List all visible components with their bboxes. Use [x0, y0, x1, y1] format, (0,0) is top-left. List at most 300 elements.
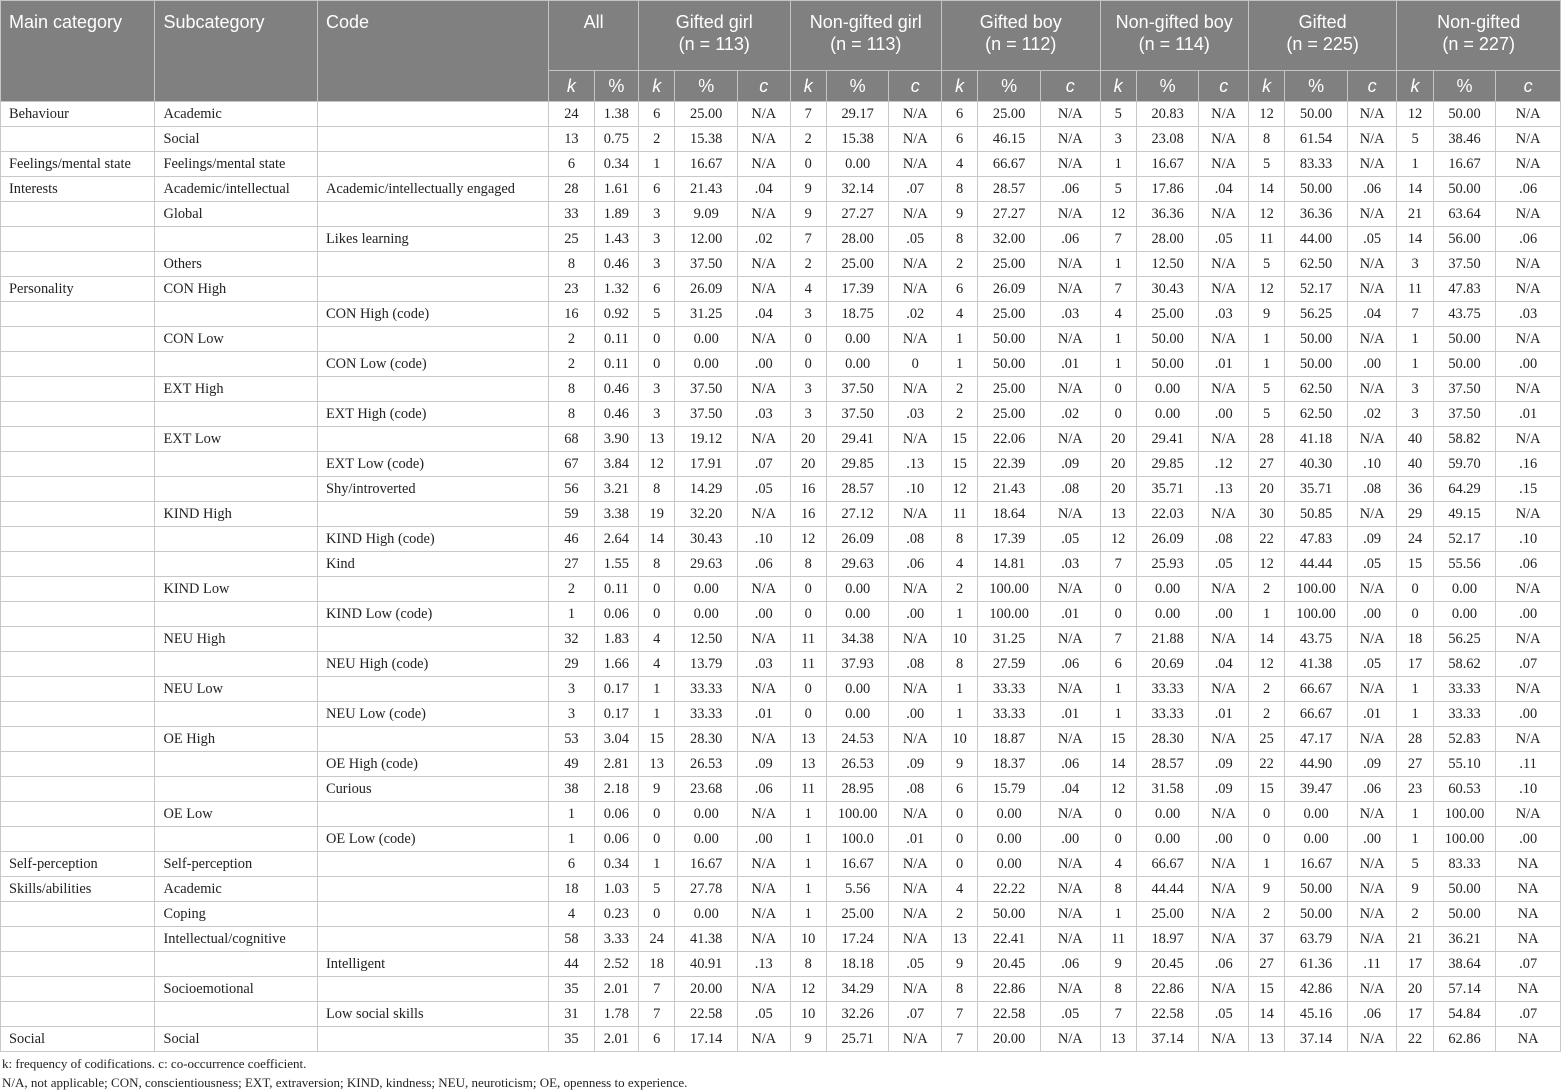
- cell-value: N/A: [1040, 277, 1100, 302]
- cell-value: 21.43: [978, 477, 1041, 502]
- cell-value: 1: [941, 327, 977, 352]
- cell-value: 15.79: [978, 777, 1041, 802]
- cell-subcategory: KIND Low: [155, 577, 318, 602]
- cell-value: N/A: [738, 977, 791, 1002]
- cell-value: 16.67: [1433, 152, 1496, 177]
- cell-value: 38: [549, 777, 594, 802]
- cell-value: N/A: [1199, 577, 1249, 602]
- cell-value: 1.61: [594, 177, 638, 202]
- cell-value: 30.43: [675, 527, 738, 552]
- cell-code: [318, 427, 549, 452]
- cell-value: N/A: [738, 902, 791, 927]
- cell-value: 9: [1397, 877, 1433, 902]
- cell-main-category: [1, 827, 155, 852]
- cell-value: 13: [639, 427, 675, 452]
- cell-value: 8: [639, 477, 675, 502]
- cell-value: 18: [1397, 627, 1433, 652]
- cell-value: 66.67: [1285, 677, 1348, 702]
- cell-value: 25.00: [1136, 902, 1199, 927]
- cell-value: N/A: [1347, 1027, 1397, 1052]
- cell-value: .05: [738, 477, 791, 502]
- cell-value: 0.75: [594, 127, 638, 152]
- cell-value: 13: [1248, 1027, 1284, 1052]
- cell-subcategory: [155, 527, 318, 552]
- group-n: (n = 225): [1286, 34, 1359, 54]
- cell-value: 62.50: [1285, 402, 1348, 427]
- cell-value: 2: [549, 327, 594, 352]
- cell-value: 7: [1100, 627, 1136, 652]
- cell-value: 36.21: [1433, 927, 1496, 952]
- table-row: [1, 952, 1561, 977]
- cell-main-category: [1, 552, 155, 577]
- cell-code: [318, 152, 549, 177]
- cell-value: 29: [549, 652, 594, 677]
- cell-main-category: [1, 702, 155, 727]
- cell-value: N/A: [1040, 927, 1100, 952]
- cell-code: CON Low (code): [318, 352, 549, 377]
- cell-value: 22.58: [675, 1002, 738, 1027]
- cell-value: N/A: [1199, 627, 1249, 652]
- cell-value: 33: [549, 202, 594, 227]
- cell-main-category: [1, 602, 155, 627]
- cell-value: 0: [941, 852, 977, 877]
- header-group-gifted-girl: [639, 1, 790, 71]
- cell-value: 50.00: [1285, 877, 1348, 902]
- cell-subcategory: Feelings/mental state: [155, 152, 318, 177]
- cell-value: 0.06: [594, 827, 638, 852]
- cell-value: 21.43: [675, 177, 738, 202]
- cell-value: N/A: [889, 377, 942, 402]
- cell-value: N/A: [1347, 152, 1397, 177]
- cell-value: 8: [1248, 127, 1284, 152]
- cell-value: N/A: [1199, 377, 1249, 402]
- cell-value: .06: [1347, 1002, 1397, 1027]
- cell-value: 39.47: [1285, 777, 1348, 802]
- cell-value: 1: [941, 702, 977, 727]
- cell-value: .01: [1199, 702, 1249, 727]
- cell-value: 0.00: [826, 677, 889, 702]
- cell-value: 0.00: [675, 802, 738, 827]
- table-row: [1, 202, 1561, 227]
- cell-value: 26.09: [675, 277, 738, 302]
- cell-value: .00: [738, 602, 791, 627]
- cell-value: 26.09: [826, 527, 889, 552]
- cell-value: 32.26: [826, 1002, 889, 1027]
- cell-value: 54.84: [1433, 1002, 1496, 1027]
- cell-code: [318, 727, 549, 752]
- cell-value: 53: [549, 727, 594, 752]
- cell-value: .01: [1496, 402, 1561, 427]
- cell-value: N/A: [738, 152, 791, 177]
- cell-value: 27.78: [675, 877, 738, 902]
- cell-value: 3: [1397, 252, 1433, 277]
- table-row: [1, 152, 1561, 177]
- cell-value: .00: [738, 352, 791, 377]
- cell-subcategory: NEU High: [155, 627, 318, 652]
- cell-value: 3: [549, 677, 594, 702]
- cell-value: N/A: [889, 277, 942, 302]
- cell-value: 10: [941, 627, 977, 652]
- cell-value: N/A: [1496, 802, 1561, 827]
- cell-code: NEU High (code): [318, 652, 549, 677]
- cell-value: N/A: [738, 727, 791, 752]
- cell-value: 50.00: [1285, 177, 1348, 202]
- cell-value: 0: [639, 327, 675, 352]
- cell-value: 0.00: [826, 577, 889, 602]
- cell-value: N/A: [1199, 152, 1249, 177]
- cell-main-category: [1, 977, 155, 1002]
- cell-value: 37.50: [1433, 252, 1496, 277]
- cell-value: .00: [1496, 702, 1561, 727]
- cell-value: 0.00: [826, 602, 889, 627]
- cell-value: 1: [1100, 352, 1136, 377]
- header-stat-c: c: [889, 71, 942, 102]
- cell-value: N/A: [1040, 727, 1100, 752]
- cell-value: 27: [1248, 952, 1284, 977]
- cell-value: .10: [1496, 527, 1561, 552]
- cell-value: 0: [1100, 402, 1136, 427]
- cell-value: 4: [549, 902, 594, 927]
- cell-value: N/A: [1496, 502, 1561, 527]
- cell-value: 0.00: [675, 327, 738, 352]
- cell-value: N/A: [889, 1027, 942, 1052]
- table-row: [1, 977, 1561, 1002]
- cell-value: 44.44: [1136, 877, 1199, 902]
- cell-value: N/A: [1347, 327, 1397, 352]
- cell-value: 43.75: [1285, 627, 1348, 652]
- cell-value: 0: [1248, 827, 1284, 852]
- header-stat-c: c: [1347, 71, 1397, 102]
- cell-value: 0: [1100, 802, 1136, 827]
- cell-code: CON High (code): [318, 302, 549, 327]
- cell-value: .06: [738, 777, 791, 802]
- table-row: [1, 627, 1561, 652]
- cell-value: .04: [738, 177, 791, 202]
- cell-value: 16.67: [1285, 852, 1348, 877]
- cell-value: .04: [738, 302, 791, 327]
- cell-value: N/A: [1199, 877, 1249, 902]
- cell-value: 1: [1100, 252, 1136, 277]
- cell-value: 27.27: [826, 202, 889, 227]
- cell-value: 28.00: [1136, 227, 1199, 252]
- cell-value: 11: [790, 627, 826, 652]
- cell-value: .01: [738, 702, 791, 727]
- table-row: [1, 477, 1561, 502]
- cell-code: Low social skills: [318, 1002, 549, 1027]
- cell-value: 31.25: [675, 302, 738, 327]
- cell-subcategory: Coping: [155, 902, 318, 927]
- cell-value: 26.53: [826, 752, 889, 777]
- cell-value: 36.36: [1285, 202, 1348, 227]
- cell-subcategory: [155, 552, 318, 577]
- cell-value: N/A: [738, 127, 791, 152]
- table-row: [1, 452, 1561, 477]
- header-stat-k: k: [549, 71, 594, 102]
- cell-value: .06: [1040, 652, 1100, 677]
- cell-value: 42.86: [1285, 977, 1348, 1002]
- cell-subcategory: [155, 302, 318, 327]
- cell-value: N/A: [1199, 677, 1249, 702]
- cell-value: 14: [1248, 177, 1284, 202]
- cell-value: .06: [1040, 227, 1100, 252]
- cell-value: 28.57: [978, 177, 1041, 202]
- cell-value: 0.00: [826, 352, 889, 377]
- cell-value: 17: [1397, 952, 1433, 977]
- cell-value: 41.38: [1285, 652, 1348, 677]
- cell-value: .09: [889, 752, 942, 777]
- cell-value: .07: [738, 452, 791, 477]
- cell-value: 1: [941, 352, 977, 377]
- cell-subcategory: Social: [155, 127, 318, 152]
- cell-value: 1: [1100, 902, 1136, 927]
- group-n: (n = 114): [1138, 34, 1210, 54]
- cell-value: 12: [941, 477, 977, 502]
- cell-value: 0: [639, 352, 675, 377]
- cell-main-category: [1, 302, 155, 327]
- cell-value: .09: [1040, 452, 1100, 477]
- cell-value: 12: [790, 527, 826, 552]
- cell-main-category: [1, 202, 155, 227]
- cell-value: 8: [1100, 877, 1136, 902]
- cell-value: 50.00: [1285, 352, 1348, 377]
- cell-code: [318, 1027, 549, 1052]
- cell-value: N/A: [889, 427, 942, 452]
- cell-subcategory: CON High: [155, 277, 318, 302]
- cell-value: 43.75: [1433, 302, 1496, 327]
- cell-value: .12: [1199, 452, 1249, 477]
- cell-value: .03: [738, 652, 791, 677]
- cell-value: 50.00: [1433, 177, 1496, 202]
- cell-value: 21.88: [1136, 627, 1199, 652]
- cell-value: .09: [1199, 752, 1249, 777]
- cell-value: N/A: [1040, 427, 1100, 452]
- header-group-non-gifted-boy: [1100, 1, 1248, 71]
- cell-value: 7: [1100, 1002, 1136, 1027]
- cell-value: 8: [790, 952, 826, 977]
- cell-value: 20.00: [675, 977, 738, 1002]
- cell-value: 37.14: [1285, 1027, 1348, 1052]
- cell-value: NA: [1496, 852, 1561, 877]
- cell-value: .06: [1040, 752, 1100, 777]
- cell-value: .06: [889, 552, 942, 577]
- header-stat-k: k: [1100, 71, 1136, 102]
- cell-value: 35: [549, 1027, 594, 1052]
- cell-value: 20: [1100, 477, 1136, 502]
- table-row: [1, 177, 1561, 202]
- cell-value: 9: [941, 952, 977, 977]
- cell-value: .00: [1199, 602, 1249, 627]
- cell-value: .00: [1040, 827, 1100, 852]
- cell-subcategory: [155, 602, 318, 627]
- cell-value: .00: [1347, 602, 1397, 627]
- cell-value: .10: [1347, 452, 1397, 477]
- header-stat-c: c: [1199, 71, 1249, 102]
- cell-value: 6: [941, 127, 977, 152]
- cell-value: 22.06: [978, 427, 1041, 452]
- cell-value: 16: [790, 477, 826, 502]
- header-group-non-gifted: [1397, 1, 1561, 71]
- cell-value: 17.24: [826, 927, 889, 952]
- cell-value: 38.46: [1433, 127, 1496, 152]
- cell-value: 36.36: [1136, 202, 1199, 227]
- cell-value: .00: [1347, 827, 1397, 852]
- cell-code: [318, 252, 549, 277]
- cell-subcategory: Intellectual/cognitive: [155, 927, 318, 952]
- cell-value: N/A: [1040, 502, 1100, 527]
- cell-value: .05: [889, 952, 942, 977]
- footnote-abbrev-k-c: k: frequency of codifications. c: co-occurrence coefficient.: [2, 1056, 307, 1071]
- cell-value: 8: [1100, 977, 1136, 1002]
- cell-value: 41.38: [675, 927, 738, 952]
- cell-value: 59: [549, 502, 594, 527]
- cell-value: 0: [790, 577, 826, 602]
- cell-value: 20: [1100, 452, 1136, 477]
- cell-value: 1: [790, 852, 826, 877]
- cell-value: 2.64: [594, 527, 638, 552]
- cell-value: 19: [639, 502, 675, 527]
- cell-value: 5: [1100, 102, 1136, 127]
- cell-value: 5.56: [826, 877, 889, 902]
- cell-value: 34.29: [826, 977, 889, 1002]
- cell-value: 9: [790, 1027, 826, 1052]
- cell-value: 0.00: [1136, 577, 1199, 602]
- cell-subcategory: EXT High: [155, 377, 318, 402]
- cell-value: 9: [1248, 302, 1284, 327]
- table-row: [1, 802, 1561, 827]
- cell-value: .05: [1347, 552, 1397, 577]
- cell-value: 32.14: [826, 177, 889, 202]
- cell-value: 17.39: [978, 527, 1041, 552]
- cell-value: 0: [790, 677, 826, 702]
- cell-value: N/A: [1040, 802, 1100, 827]
- cell-main-category: [1, 802, 155, 827]
- cell-value: 8: [941, 652, 977, 677]
- cell-value: N/A: [1347, 377, 1397, 402]
- cell-value: 1: [1397, 677, 1433, 702]
- cell-value: .03: [1496, 302, 1561, 327]
- cell-value: 22.39: [978, 452, 1041, 477]
- cell-value: N/A: [1347, 877, 1397, 902]
- cell-value: .07: [889, 1002, 942, 1027]
- cell-value: 10: [790, 1002, 826, 1027]
- cell-value: 13: [790, 752, 826, 777]
- cell-value: 37.50: [826, 402, 889, 427]
- cell-value: N/A: [1199, 102, 1249, 127]
- cell-value: 28.30: [1136, 727, 1199, 752]
- cell-value: .07: [1496, 652, 1561, 677]
- cell-value: N/A: [1347, 127, 1397, 152]
- cell-value: 22: [1248, 752, 1284, 777]
- cell-code: [318, 627, 549, 652]
- cell-value: 31: [549, 1002, 594, 1027]
- cell-value: 50.00: [978, 327, 1041, 352]
- cell-value: 0: [790, 327, 826, 352]
- cell-value: 44: [549, 952, 594, 977]
- cell-value: NA: [1496, 902, 1561, 927]
- cell-value: 6: [549, 152, 594, 177]
- cell-value: .08: [1199, 527, 1249, 552]
- cell-value: 22.03: [1136, 502, 1199, 527]
- cell-value: 3: [549, 702, 594, 727]
- cell-main-category: Interests: [1, 177, 155, 202]
- cell-main-category: [1, 127, 155, 152]
- cell-value: 22.86: [978, 977, 1041, 1002]
- cell-value: N/A: [1496, 277, 1561, 302]
- cell-value: 0.00: [675, 352, 738, 377]
- cell-value: 1: [549, 802, 594, 827]
- cell-value: 47.83: [1285, 527, 1348, 552]
- cell-value: .06: [1347, 177, 1397, 202]
- cell-value: .00: [1496, 602, 1561, 627]
- cell-value: 56.25: [1285, 302, 1348, 327]
- header-stat-k: k: [790, 71, 826, 102]
- cell-value: 0.00: [1136, 827, 1199, 852]
- cell-value: 2: [1248, 577, 1284, 602]
- cell-value: .13: [738, 952, 791, 977]
- cell-value: .05: [1040, 527, 1100, 552]
- header-stat-pct: %: [675, 71, 738, 102]
- header-group-gifted: [1248, 1, 1396, 71]
- table-row: [1, 527, 1561, 552]
- cell-value: N/A: [738, 877, 791, 902]
- cell-value: 3: [639, 227, 675, 252]
- cell-value: N/A: [1347, 277, 1397, 302]
- cell-value: N/A: [1347, 977, 1397, 1002]
- cell-value: N/A: [738, 102, 791, 127]
- cell-value: 44.00: [1285, 227, 1348, 252]
- cell-value: 0.06: [594, 802, 638, 827]
- cell-value: 33.33: [978, 677, 1041, 702]
- cell-value: 1: [549, 602, 594, 627]
- cell-value: .06: [1347, 777, 1397, 802]
- cell-value: 20.83: [1136, 102, 1199, 127]
- cell-value: .15: [1496, 477, 1561, 502]
- cell-value: 47.17: [1285, 727, 1348, 752]
- cell-subcategory: Social: [155, 1027, 318, 1052]
- cell-value: N/A: [1040, 127, 1100, 152]
- cell-value: 100.00: [1433, 802, 1496, 827]
- cell-value: 3: [1397, 402, 1433, 427]
- cell-value: 15: [1248, 777, 1284, 802]
- cell-value: 6: [639, 277, 675, 302]
- cell-value: 33.33: [1433, 702, 1496, 727]
- cell-value: 37.14: [1136, 1027, 1199, 1052]
- cell-value: 29.63: [675, 552, 738, 577]
- cell-value: 1: [1100, 677, 1136, 702]
- cell-subcategory: Academic: [155, 877, 318, 902]
- header-stat-k: k: [1397, 71, 1433, 102]
- cell-value: 11: [1100, 927, 1136, 952]
- cell-code: [318, 202, 549, 227]
- cell-subcategory: [155, 752, 318, 777]
- cell-value: 20.45: [1136, 952, 1199, 977]
- cell-main-category: [1, 652, 155, 677]
- cell-value: 25.00: [675, 102, 738, 127]
- cell-value: 22.22: [978, 877, 1041, 902]
- table-row: [1, 727, 1561, 752]
- cell-code: [318, 502, 549, 527]
- cell-subcategory: KIND High: [155, 502, 318, 527]
- cell-value: .10: [889, 477, 942, 502]
- cell-value: .05: [1199, 227, 1249, 252]
- cell-subcategory: [155, 777, 318, 802]
- cell-value: .01: [1040, 352, 1100, 377]
- cell-value: N/A: [1347, 202, 1397, 227]
- cell-value: 12: [639, 452, 675, 477]
- cell-value: 49.15: [1433, 502, 1496, 527]
- cell-value: 12: [1248, 552, 1284, 577]
- cell-main-category: [1, 477, 155, 502]
